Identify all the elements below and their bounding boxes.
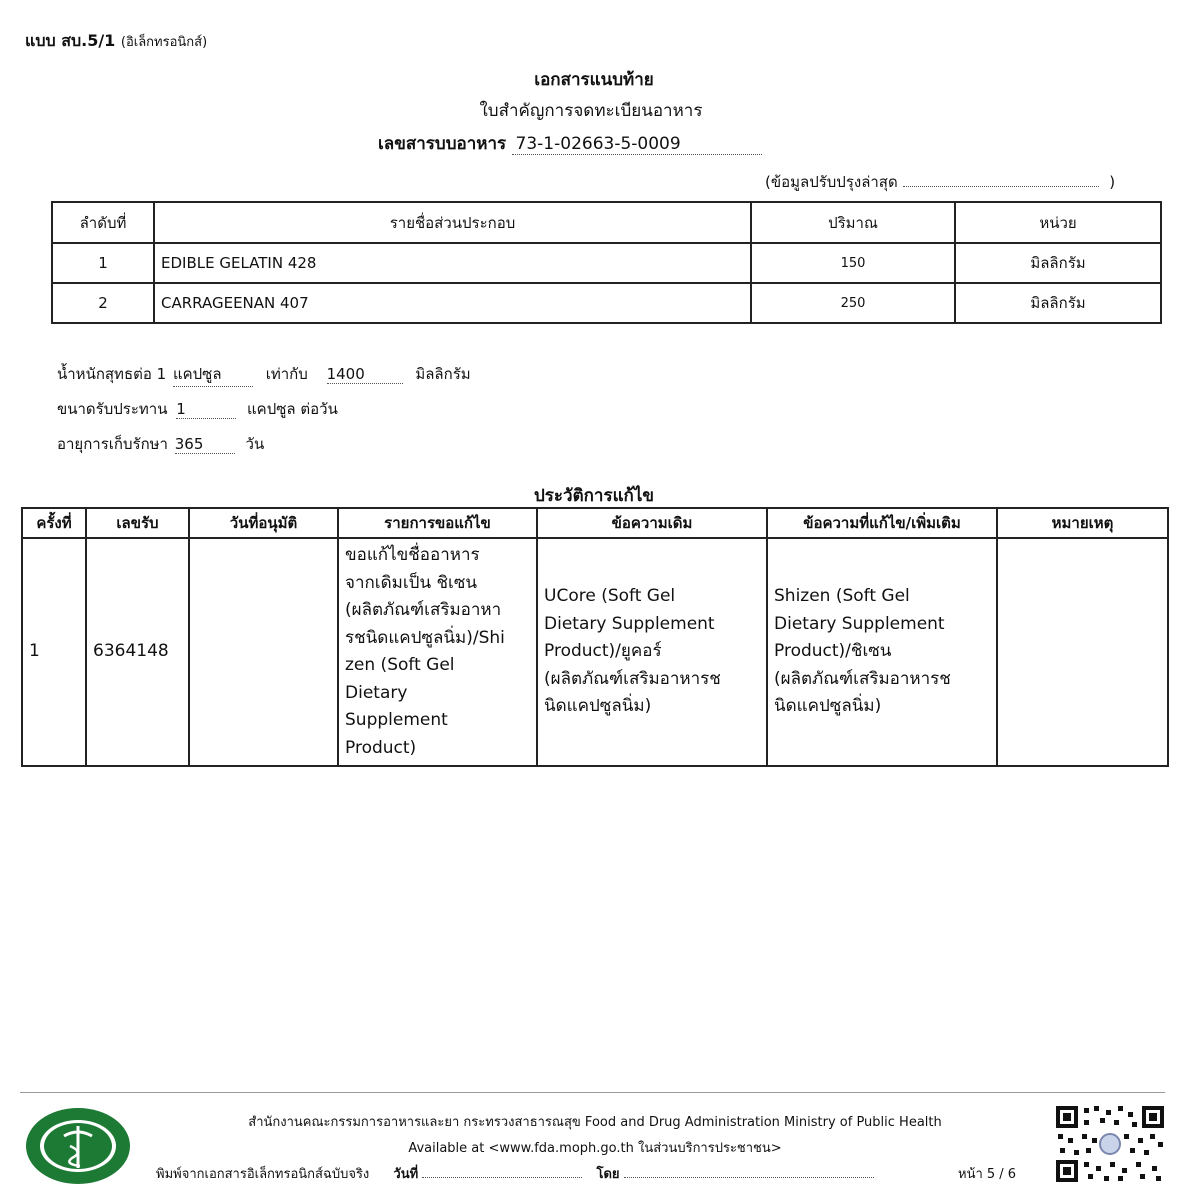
row-name: EDIBLE GELATIN 428 [154,243,751,283]
history-header-old: ข้อความเดิม [537,508,767,538]
page-subtitle: ใบสำคัญการจดทะเบียนอาหาร [479,101,703,121]
registration-line [378,130,762,157]
header-unit: หน่วย [955,202,1161,243]
history-item-line: รชนิดแคปซูลนิ่ม)/Shi [345,627,505,648]
update-note [765,170,1115,194]
net-weight-unit: มิลลิกรัม [415,365,471,383]
ingredients-table [51,201,1162,324]
history-new-line: Shizen (Soft Gel [774,586,910,607]
history-item-line: Supplement [345,710,448,730]
net-weight-form: แคปซูล [173,362,253,387]
row-no: 1 [52,243,154,283]
header-name: รายชื่อส่วนประกอบ [154,202,751,243]
footer-divider [20,1092,1165,1093]
history-old-line: นิดแคปซูลนิ่ม) [544,696,652,717]
qr-code-icon [1054,1104,1166,1184]
history-table [21,507,1169,767]
history-item [338,538,537,766]
history-header-approved: วันที่อนุมัติ [189,508,338,538]
row-qty: 150 [751,243,955,283]
table-row [52,283,1161,323]
history-header-new: ข้อความที่แก้ไข/เพิ่มเติม [767,508,997,538]
history-header-round: ครั้งที่ [22,508,86,538]
registration-label: เลขสารบบอาหาร [378,134,507,154]
history-old-line: UCore (Soft Gel [544,586,676,607]
footer-available [150,1137,1040,1158]
history-old-text [537,538,767,766]
shelf-life-label: อายุการเก็บรักษา [57,435,168,453]
footer-date-blank [422,1177,582,1178]
row-unit: มิลลิกรัม [955,283,1161,323]
history-new-line: Dietary Supplement [774,613,945,634]
footer-page: หน้า 5 / 6 [958,1167,1017,1182]
footer-by-label: โดย [596,1167,620,1182]
history-header-row [22,508,1168,538]
footer-available-link[interactable]: Available at <www.fda.moph.go.th ในส่วนบริการประชาชน> [408,1141,782,1156]
form-code-suffix: (อิเล็กทรอนิกส์) [120,35,208,50]
footer-printed: พิมพ์จากเอกสารอิเล็กทรอนิกส์ฉบับจริง [156,1167,370,1182]
history-new-line: Product)/ชิเซน [774,641,892,662]
dose-per: ต่อวัน [300,400,338,418]
page-title: เอกสารแนบท้าย [534,70,654,90]
shelf-life-unit: วัน [245,435,265,453]
form-code [25,29,207,54]
net-weight-equal: เท่ากับ [265,365,308,383]
footer-by-blank [624,1177,874,1178]
history-header-receipt: เลขรับ [86,508,189,538]
row-unit: มิลลิกรัม [955,243,1161,283]
form-code-main: แบบ สบ.5/1 [25,31,116,50]
moph-seal-icon [24,1106,132,1186]
history-item-line: zen (Soft Gel [345,655,455,675]
dose-line [57,397,338,421]
table-row [52,243,1161,283]
header-no: ลำดับที่ [52,202,154,243]
history-new-text [767,538,997,766]
history-round: 1 [22,538,86,766]
net-weight-line [57,362,471,387]
history-receipt: 6364148 [86,538,189,766]
header-qty: ปริมาณ [751,202,955,243]
history-item-line: ขอแก้ไขชื่ออาหาร [345,545,480,565]
dose-label: ขนาดรับประทาน [57,400,168,418]
dose-value: 1 [176,400,236,419]
update-note-close: ) [1109,173,1116,191]
history-title: ประวัติการแก้ไข [533,486,655,506]
dose-unit: แคปซูล [247,400,296,418]
row-no: 2 [52,283,154,323]
net-weight-label: น้ำหนักสุทธต่อ 1 [57,365,167,383]
row-qty: 250 [751,283,955,323]
net-weight-value: 1400 [327,365,403,384]
history-old-line: (ผลิตภัณฑ์เสริมอาหารช [544,668,721,689]
history-remark [997,538,1168,766]
history-header-item: รายการขอแก้ไข [338,508,537,538]
shelf-life-value: 365 [175,435,235,454]
history-item-line: (ผลิตภัณฑ์เสริมอาหา [345,600,502,620]
history-item-line: Product) [345,737,417,758]
row-name: CARRAGEENAN 407 [154,283,751,323]
history-new-line: นิดแคปซูลนิ่ม) [774,696,882,717]
update-note-blank [903,186,1099,187]
update-note-label: (ข้อมูลปรับปรุงล่าสุด [765,173,898,191]
history-header-remark: หมายเหตุ [997,508,1168,538]
registration-number: 73-1-02663-5-0009 [512,134,762,155]
history-item-line: Dietary [345,682,408,703]
history-new-line: (ผลิตภัณฑ์เสริมอาหารช [774,668,951,689]
history-old-line: Dietary Supplement [544,613,715,634]
history-approved [189,538,338,766]
ingredients-header-row [52,202,1161,243]
table-row [22,538,1168,766]
footer-print-line [156,1163,1036,1184]
history-old-line: Product)/ยูคอร์ [544,641,662,662]
footer-agency: สำนักงานคณะกรรมการอาหารและยา กระทรวงสาธารณสุข Food and Drug Administration Ministry of Public Health [248,1115,942,1130]
footer-date-label: วันที่ [393,1167,419,1182]
shelf-life-line [57,432,264,456]
history-item-line: จากเดิมเป็น ชิเซน [345,572,477,593]
